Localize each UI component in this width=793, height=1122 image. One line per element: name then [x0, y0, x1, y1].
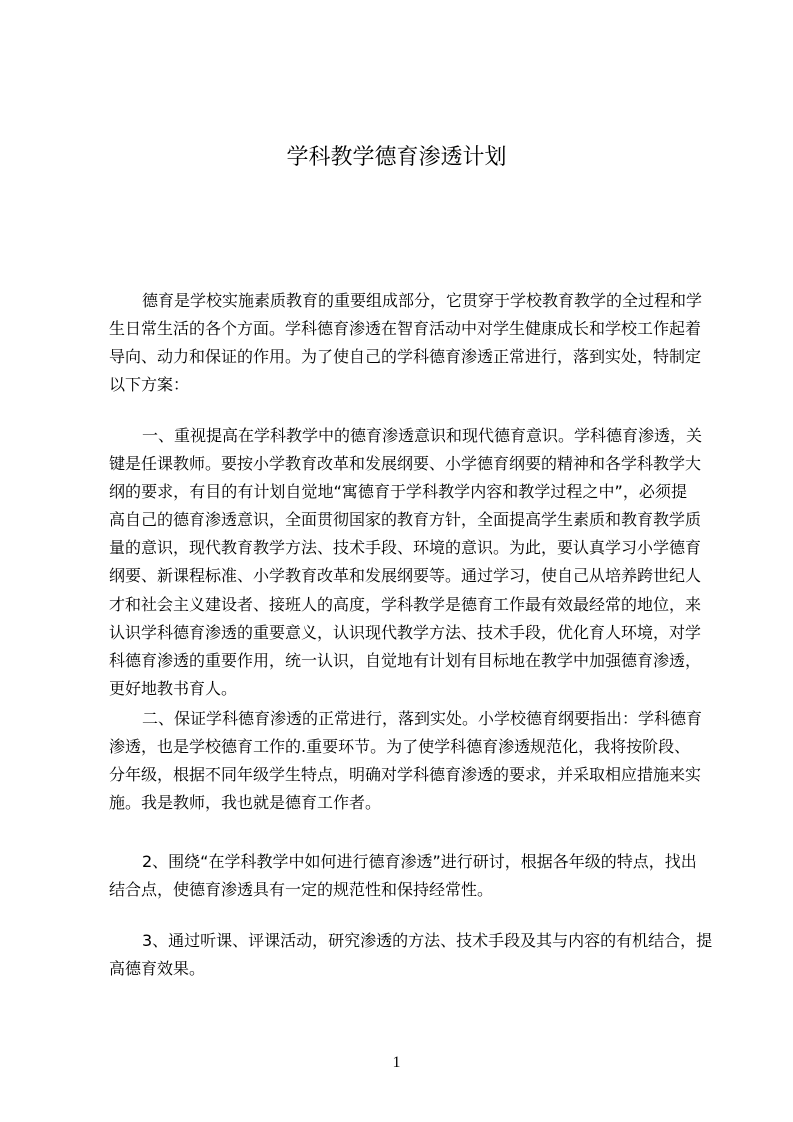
text-line: 导向、动力和保证的作用。为了使自己的学科德育渗透正常进行，落到实处，特制定 [109, 347, 702, 367]
paragraph-intro [109, 287, 703, 399]
paragraph-section-2 [109, 705, 703, 817]
text-line: 认识学科德育渗透的重要意义，认识现代教学方法、技术手段，优化育人环境，对学 [109, 622, 702, 642]
page-number: 1 [392, 1054, 401, 1071]
text-line: 二、保证学科德育渗透的正常进行，落到实处。小学校德育纲要指出：学科德育 [142, 709, 703, 728]
document-title: 学科教学德育渗透计划 [286, 145, 507, 170]
text-line: 一、重视提高在学科教学中的德育渗透意识和现代德育意识。学科德育渗透，关 [142, 426, 703, 445]
text-line: 高自己的德育渗透意识，全面贯彻国家的教育方针，全面提高学生素质和教育教学质 [109, 510, 702, 530]
text-line: 高德育效果。 [109, 959, 206, 979]
text-line: 量的意识，现代教育教学方法、技术手段、环境的意识。为此，要认真学习小学德育 [109, 538, 702, 558]
paragraph-section-1 [109, 422, 703, 703]
text-line: 纲要、新课程标准、小学教育改革和发展纲要等。通过学习，使自己从培养跨世纪人 [109, 566, 702, 586]
paragraph-item-3 [109, 927, 713, 983]
text-line: 2、围绕“在学科教学中如何进行德育渗透”进行研讨，根据各年级的特点，找出 [142, 852, 697, 871]
paragraph-item-2 [109, 848, 697, 904]
text-line: 渗透，也是学校德育工作的.重要环节。为了使学科德育渗透规范化，我将按阶段、 [109, 737, 691, 757]
text-line: 更好地教书育人。 [109, 678, 238, 698]
text-line: 施。我是教师，我也就是德育工作者。 [109, 793, 382, 813]
text-line: 科德育渗透的重要作用，统一认识，自觉地有计划有目标地在教学中加强德育渗透， [109, 650, 702, 670]
text-line: 分年级，根据不同年级学生特点，明确对学科德育渗透的要求，并采取相应措施来实 [109, 765, 702, 785]
text-line: 德育是学校实施素质教育的重要组成部分，它贯穿于学校教育教学的全过程和学 [142, 291, 703, 310]
text-line: 生日常生活的各个方面。学科德育渗透在智育活动中对学生健康成长和学校工作起着 [109, 319, 702, 339]
text-line: 键是任课教师。要按小学教育改革和发展纲要、小学德育纲要的精神和各学科教学大 [109, 454, 702, 474]
text-line: 以下方案： [109, 375, 190, 395]
text-line: 3、通过听课、评课活动，研究渗透的方法、技术手段及其与内容的有机结合，提 [142, 931, 713, 950]
text-line: 结合点，使德育渗透具有一定的规范性和保持经常性。 [109, 880, 494, 900]
text-line: 才和社会主义建设者、接班人的高度，学科教学是德育工作最有效最经常的地位，来 [109, 594, 702, 614]
text-line: 纲的要求，有目的有计划自觉地“寓德育于学科教学内容和教学过程之中”，必须提 [109, 482, 687, 502]
